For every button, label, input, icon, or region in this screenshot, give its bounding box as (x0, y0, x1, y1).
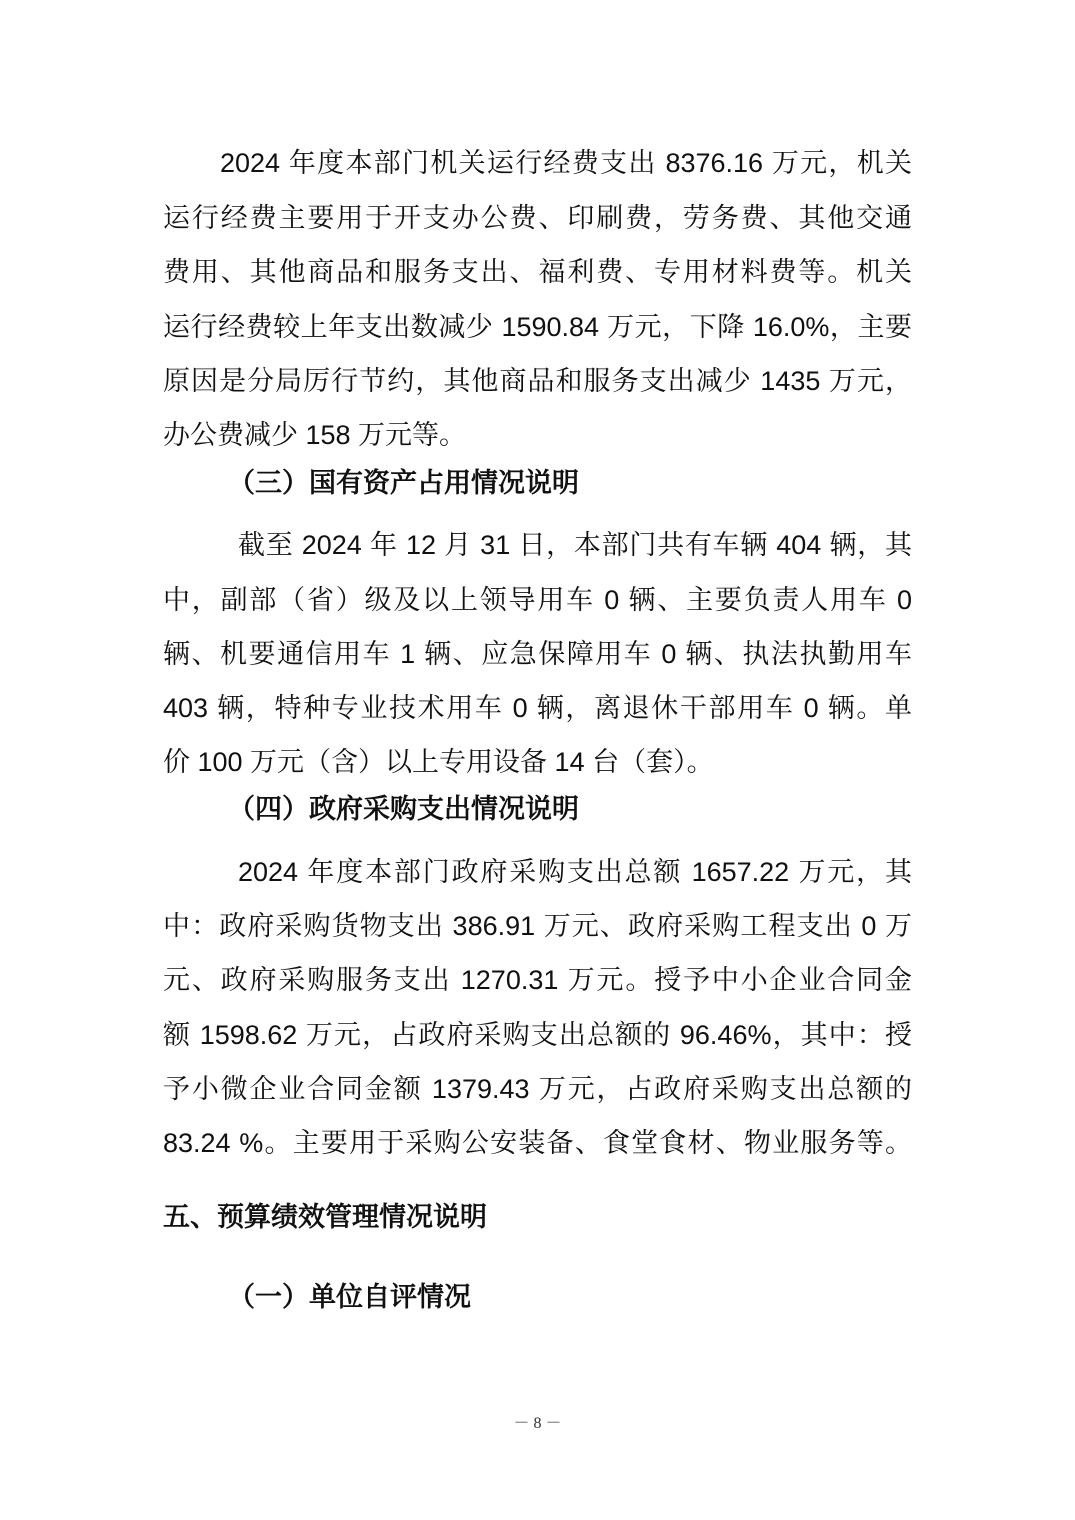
text-line: 中：政府采购货物支出 386.91 万元、政府采购工程支出 0 万 (163, 911, 912, 941)
text-line: 价 100 万元（含）以上专用设备 14 台（套）。 (163, 747, 714, 777)
text-line: 2024 年度本部门机关运行经费支出 8376.16 万元，机关 (220, 148, 912, 178)
text-line: 2024 年度本部门政府采购支出总额 1657.22 万元，其 (238, 857, 912, 887)
text-line: 元、政府采购服务支出 1270.31 万元。授予中小企业合同金 (163, 965, 912, 995)
text-line: 截至 2024 年 12 月 31 日，本部门共有车辆 404 辆，其 (238, 530, 912, 560)
text-line: 辆、机要通信用车 1 辆、应急保障用车 0 辆、执法执勤用车 (163, 639, 912, 669)
text-line: 83.24 %。主要用于采购公安装备、食堂食材、物业服务等。 (163, 1128, 912, 1158)
page-number: － 8 － (513, 1415, 562, 1432)
text-line: 额 1598.62 万元，占政府采购支出总额的 96.46%，其中：授 (163, 1020, 912, 1050)
text-line: 费用、其他商品和服务支出、福利费、专用材料费等。机关 (163, 257, 912, 287)
text-line: 原因是分局厉行节约，其他商品和服务支出减少 1435 万元， (163, 366, 912, 396)
text-line: 运行经费较上年支出数减少 1590.84 万元，下降 16.0%，主要 (163, 312, 912, 342)
text-line: 办公费减少 158 万元等。 (163, 420, 467, 450)
section-heading-self-evaluation: （一）单位自评情况 (228, 1282, 471, 1312)
section-heading-state-assets: （三）国有资产占用情况说明 (228, 468, 579, 498)
text-line: 予小微企业合同金额 1379.43 万元，占政府采购支出总额的 (163, 1074, 912, 1104)
chapter-heading-performance: 五、预算绩效管理情况说明 (163, 1202, 487, 1232)
text-line: 中，副部（省）级及以上领导用车 0 辆、主要负责人用车 0 (163, 585, 912, 615)
text-line: 403 辆，特种专业技术用车 0 辆，离退休干部用车 0 辆。单 (163, 693, 912, 723)
section-heading-procurement: （四）政府采购支出情况说明 (228, 794, 579, 824)
text-line: 运行经费主要用于开支办公费、印刷费，劳务费、其他交通 (163, 203, 912, 233)
